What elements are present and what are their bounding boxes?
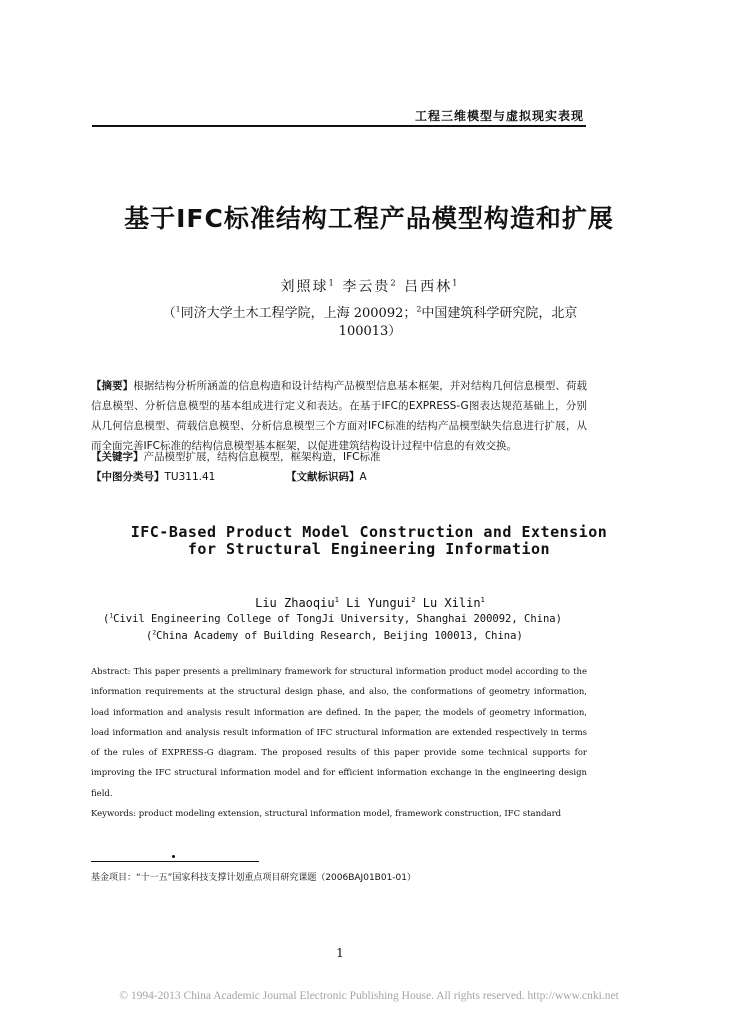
doc-label: 【文献标识码】	[286, 471, 360, 483]
english-title-line1: IFC-Based Product Model Construction and Extension	[130, 523, 608, 541]
affil-sup: 2	[416, 304, 422, 314]
affil-text: Civil Engineering College of TongJi University, Shanghai 200092, China)	[113, 613, 562, 625]
classification-row	[91, 469, 587, 484]
running-header: 工程三维模型与虚拟现实表现	[414, 109, 584, 123]
abstract-text: 根据结构分析所涵盖的信息构造和设计结构产品模型信息基本框架，并对结构几何信息模型、荷载信息模型、分析信息模型的基本组成进行定义和表达。在基于IFC的EXPRESS-G图表达规范基础上，分别从几何信息模型、荷载信息模型、分析信息模型三个方面对IFC标准的结构产品模型缺失信息进行扩展，从而全面完善IFC标准的结构信息模型基本框架，以促进建筑结构设计过程中信息的有效交换。	[91, 380, 587, 452]
affil-sup: 1	[175, 304, 181, 314]
author-sup: 2	[390, 277, 398, 288]
affil-sup: 2	[152, 629, 157, 637]
copyright-watermark: © 1994-2013 China Academic Journal Electronic Publishing House. All rights reserved. http://www.cnki.net	[119, 990, 619, 1002]
doc-value: A	[359, 471, 367, 483]
author-name: 李云贵	[342, 279, 391, 295]
keywords-text: 产品模型扩展，结构信息模型，框架构造，IFC标准	[143, 451, 381, 463]
chinese-authors	[120, 276, 620, 296]
affil-text: 同济大学土木工程学院，上海 200092；	[180, 306, 417, 321]
class-label: 【中图分类号】	[91, 471, 165, 483]
author-sup: 1	[328, 277, 336, 288]
chinese-affiliation-line2: 100013）	[338, 324, 402, 339]
paren: （	[162, 306, 176, 321]
chinese-abstract	[91, 376, 587, 456]
english-abstract: Abstract: This paper presents a preliminary framework for structural information product model according to the information requirements at the structural design phase, and also, the conformations of geometry information, load information and analysis result information are defined. In the paper, the models of geometry information, load information and analysis result information of IFC structural information are extended respectively in terms of the rules of EXPRESS-G diagram. The proposed results of this paper provide some technical supports for improving the IFC structural information model and for efficient information exchange in the engineering design field.	[91, 667, 587, 799]
page-number: 1	[336, 946, 344, 960]
english-title	[80, 524, 658, 558]
abstract-label: 【摘要】	[91, 380, 134, 392]
chinese-keywords	[91, 449, 587, 464]
english-affiliation-1	[103, 613, 583, 625]
class-value: TU311.41	[164, 471, 216, 483]
author-sup: 1	[480, 595, 485, 604]
english-keywords: Keywords: product modeling extension, structural information model, framework construction, IFC standard	[91, 809, 562, 819]
keywords-label: 【关键字】	[91, 451, 144, 463]
english-authors	[150, 596, 590, 610]
author-name: Li Yungui	[346, 596, 412, 610]
paren: (	[146, 630, 153, 642]
affil-text: 中国建筑科学研究院，北京	[421, 306, 578, 321]
author-name: Lu Xilin	[422, 596, 481, 610]
english-affiliation-2	[146, 630, 586, 642]
author-name: 吕西林	[404, 279, 453, 295]
chinese-title: 基于IFC标准结构工程产品模型构造和扩展	[124, 204, 614, 233]
author-name: 刘照球	[280, 279, 329, 295]
header-rule	[92, 125, 586, 127]
author-sup: 1	[452, 277, 460, 288]
author-name: Liu Zhaoqiu	[255, 596, 335, 610]
paren: (	[103, 613, 110, 625]
affil-text: China Academy of Building Research, Beijing 100013, China)	[156, 630, 523, 642]
author-sup: 1	[334, 595, 339, 604]
doc-code	[286, 469, 367, 484]
footnote-rule	[91, 861, 259, 862]
english-title-line2: for Structural Engineering Information	[187, 540, 551, 558]
affil-sup: 1	[109, 612, 114, 620]
funding-footnote: 基金项目：“十一五”国家科技支撑计划重点项目研究课题（2006BAJ01B01-01）	[91, 873, 416, 883]
stray-mark	[172, 855, 175, 858]
chinese-affiliation-line1	[110, 302, 630, 321]
author-sup: 2	[411, 595, 416, 604]
